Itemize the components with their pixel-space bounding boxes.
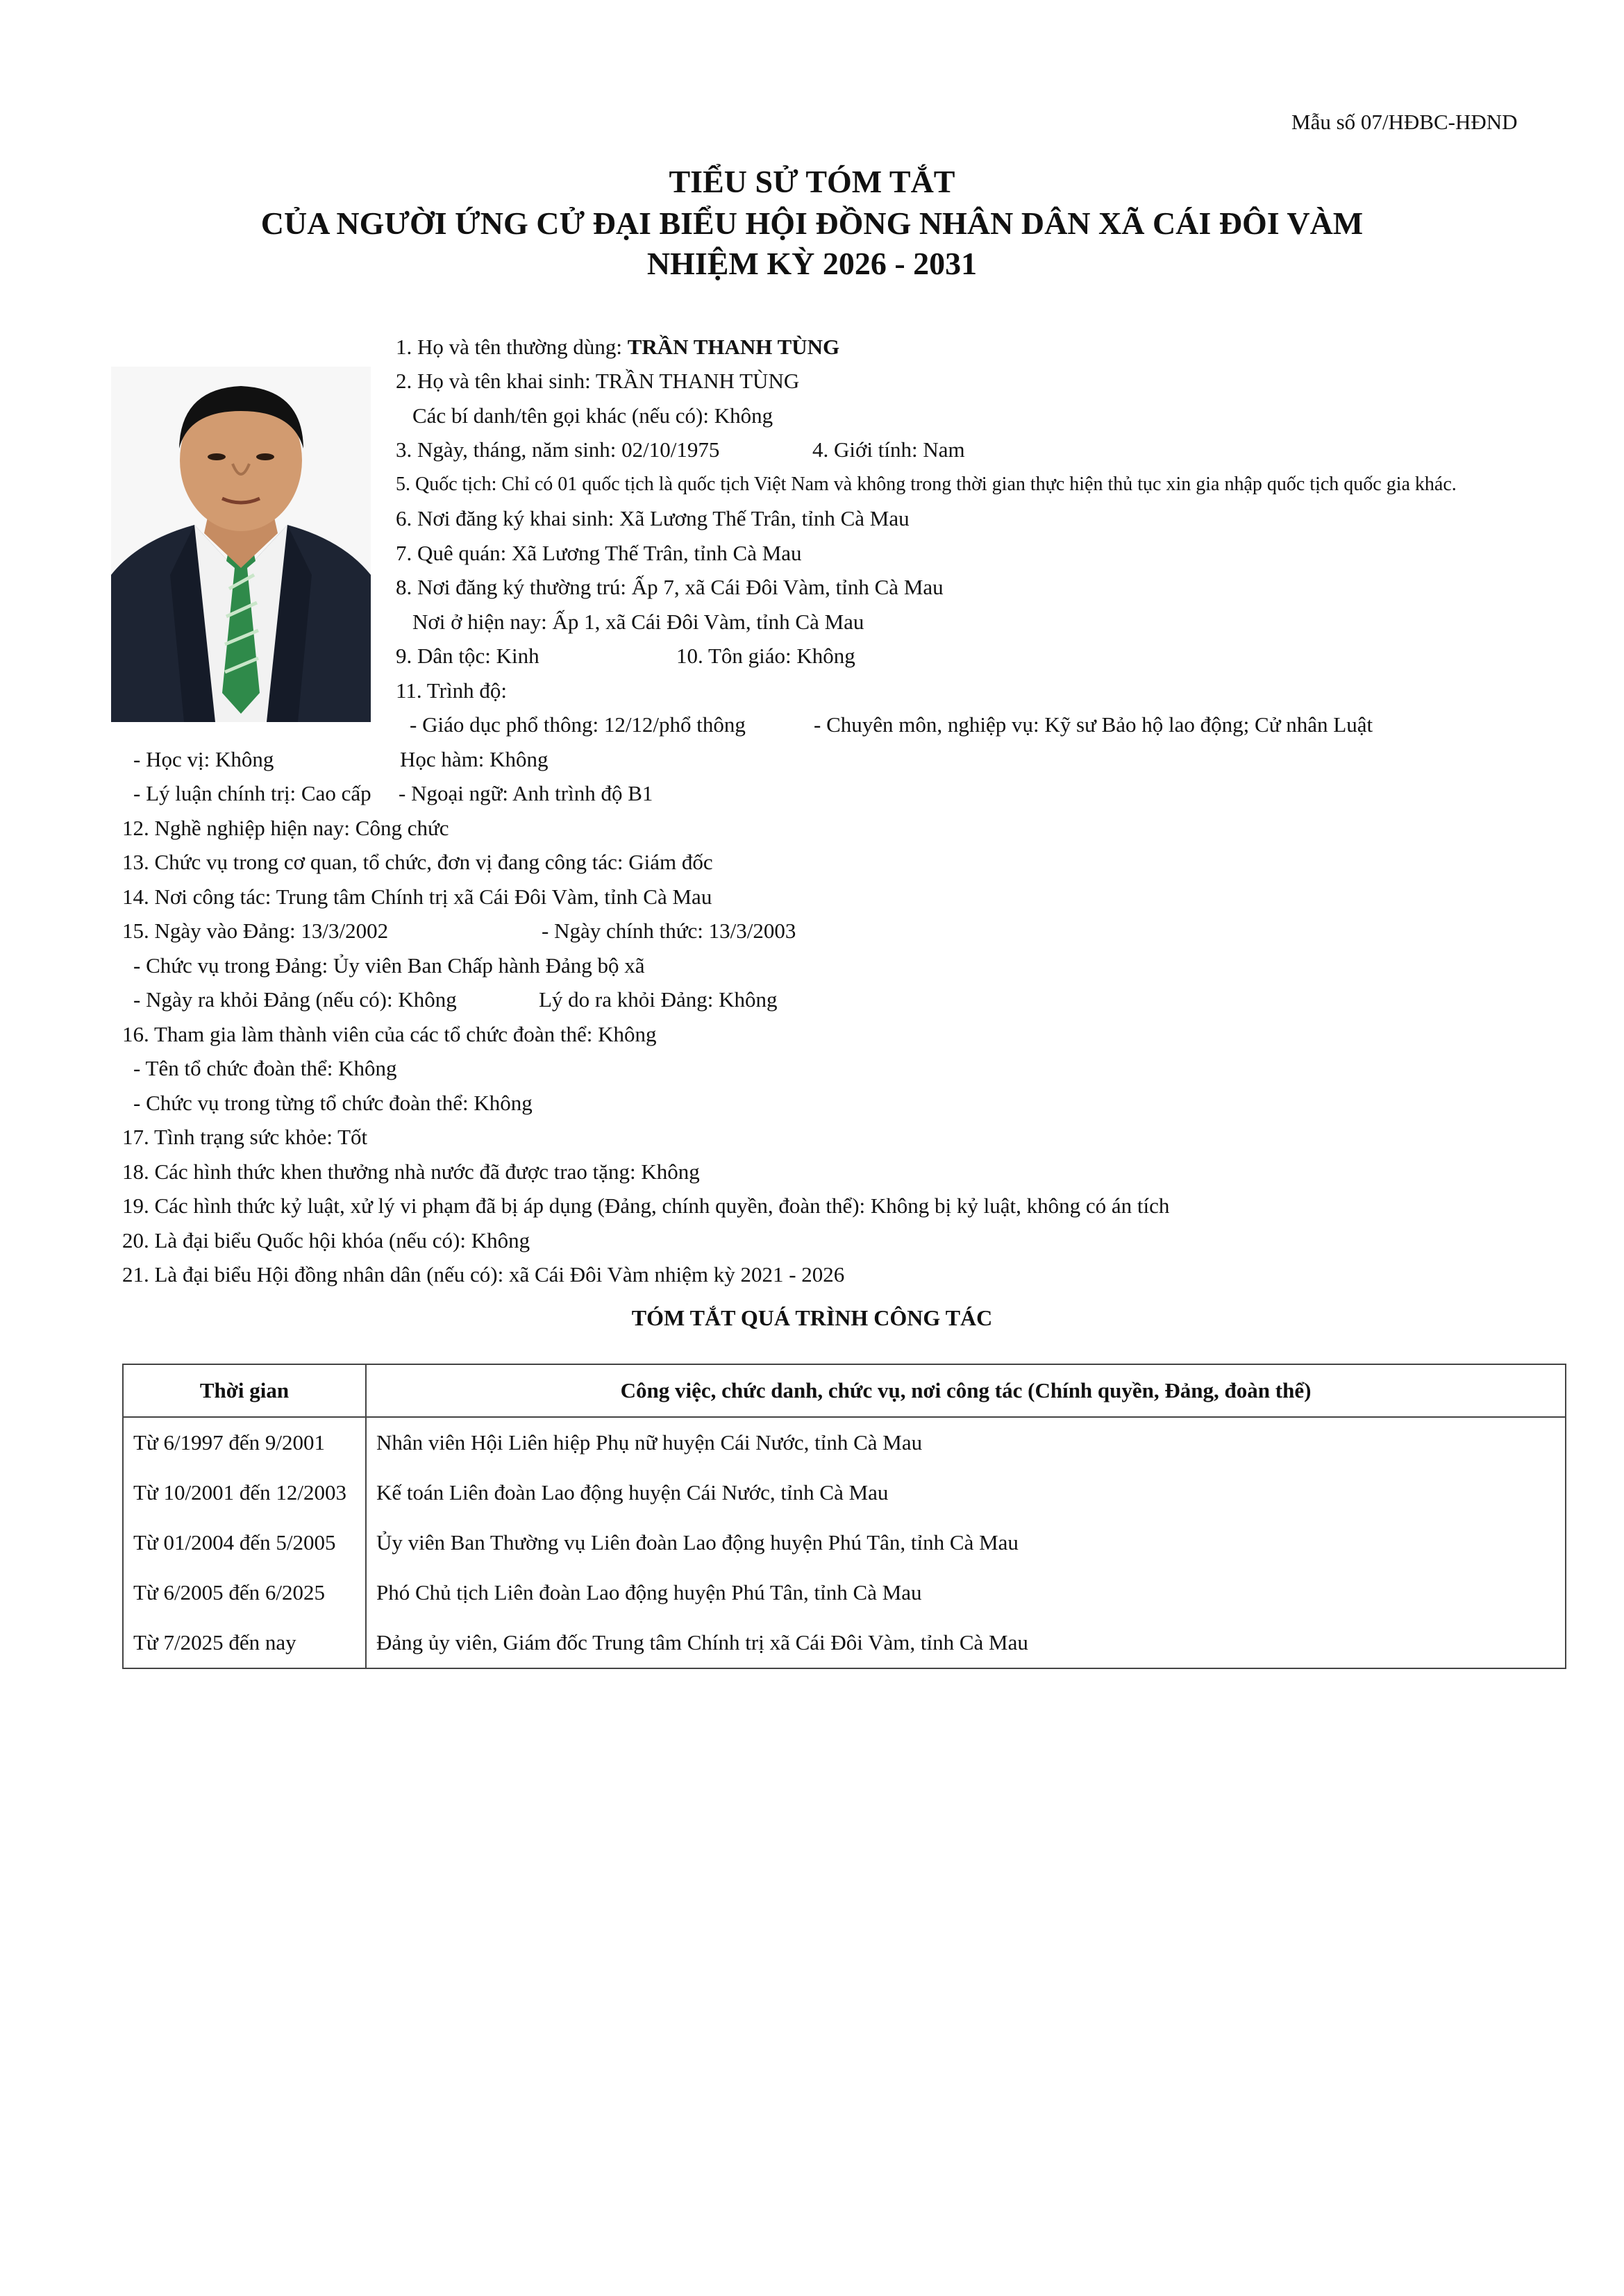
document-subtitle: CỦA NGƯỜI ỨNG CỬ ĐẠI BIỂU HỘI ĐỒNG NHÂN DÂN XÃ CÁI ĐÔI VÀM: [260, 206, 1364, 241]
time-cell: Từ 10/2001 đến 12/2003: [123, 1468, 366, 1518]
permanent-residence-line: 8. Nơi đăng ký thường trú: Ấp 7, xã Cái Đôi Vàm, tỉnh Cà Mau: [396, 575, 944, 599]
description-cell: Kế toán Liên đoàn Lao động huyện Cái Nước, tỉnh Cà Mau: [366, 1468, 1566, 1518]
party-join-date-line: 15. Ngày vào Đảng: 13/3/2002: [122, 919, 389, 943]
health-line: 17. Tình trạng sức khỏe: Tốt: [122, 1125, 368, 1149]
description-cell: Phó Chủ tịch Liên đoàn Lao động huyện Phú Tân, tỉnh Cà Mau: [366, 1568, 1566, 1618]
awards-line: 18. Các hình thức khen thưởng nhà nước đã được trao tặng: Không: [122, 1159, 700, 1184]
birth-name-line: 2. Họ và tên khai sinh: TRẦN THANH TÙNG: [396, 369, 800, 393]
birth-date-line: 3. Ngày, tháng, năm sinh: 02/10/1975: [396, 437, 720, 462]
table-row: [123, 1518, 1566, 1568]
degree-line: - Học vị: Không: [133, 747, 274, 771]
party-exit-reason-line: Lý do ra khỏi Đảng: Không: [539, 987, 778, 1012]
nationality-line: 5. Quốc tịch: Chỉ có 01 quốc tịch là quốc tịch Việt Nam và không trong thời gian thực hiện thủ tục xin gia nhập quốc tịch quốc gia khác.: [396, 474, 1457, 495]
party-exit-date-line: - Ngày ra khỏi Đảng (nếu có): Không: [133, 987, 457, 1012]
workplace-line: 14. Nơi công tác: Trung tâm Chính trị xã Cái Đôi Vàm, tỉnh Cà Mau: [122, 885, 712, 909]
birth-registration-line: 6. Nơi đăng ký khai sinh: Xã Lương Thế Trân, tỉnh Cà Mau: [396, 506, 910, 530]
current-residence-line: Nơi ở hiện nay: Ấp 1, xã Cái Đôi Vàm, tỉnh Cà Mau: [412, 610, 864, 634]
hometown-line: 7. Quê quán: Xã Lương Thế Trân, tỉnh Cà Mau: [396, 541, 802, 565]
time-cell: Từ 6/1997 đến 9/2001: [123, 1417, 366, 1468]
ethnicity-line: 9. Dân tộc: Kinh: [396, 644, 539, 668]
organization-position-line: - Chức vụ trong từng tổ chức đoàn thể: Không: [133, 1091, 533, 1115]
time-cell: Từ 7/2025 đến nay: [123, 1618, 366, 1668]
peoples-council-line: 21. Là đại biểu Hội đồng nhân dân (nếu có): xã Cái Đôi Vàm nhiệm kỳ 2021 - 2026: [122, 1262, 845, 1287]
religion-line: 10. Tôn giáo: Không: [676, 644, 855, 668]
description-cell: Nhân viên Hội Liên hiệp Phụ nữ huyện Cái Nước, tỉnh Cà Mau: [366, 1417, 1566, 1468]
full-name-line: [396, 333, 839, 361]
table-row: [123, 1417, 1566, 1468]
time-cell: Từ 6/2005 đến 6/2025: [123, 1568, 366, 1618]
occupation-line: 12. Nghề nghiệp hiện nay: Công chức: [122, 816, 449, 840]
full-name-label: 1. Họ và tên thường dùng:: [396, 335, 628, 359]
discipline-line: 19. Các hình thức kỷ luật, xử lý vi phạm đã bị áp dụng (Đảng, chính quyền, đoàn thể): Không bị kỷ luật, không có án tích: [122, 1193, 1170, 1218]
national-assembly-line: 20. Là đại biểu Quốc hội khóa (nếu có): Không: [122, 1228, 530, 1252]
document-term: NHIỆM KỲ 2026 - 2031: [646, 246, 978, 281]
description-cell: Ủy viên Ban Thường vụ Liên đoàn Lao động huyện Phú Tân, tỉnh Cà Mau: [366, 1518, 1566, 1568]
organization-name-line: - Tên tổ chức đoàn thể: Không: [133, 1056, 397, 1080]
work-history-title: TÓM TẮT QUÁ TRÌNH CÔNG TÁC: [631, 1305, 993, 1330]
candidate-photo: [111, 367, 371, 722]
column-header-time: Thời gian: [123, 1364, 366, 1417]
document-title: TIỂU SỬ TÓM TẮT: [669, 164, 955, 199]
time-cell: Từ 01/2004 đến 5/2005: [123, 1518, 366, 1568]
alias-line: Các bí danh/tên gọi khác (nếu có): Không: [412, 403, 773, 428]
table-row: [123, 1618, 1566, 1668]
party-official-date-line: - Ngày chính thức: 13/3/2003: [542, 919, 796, 943]
table-row: [123, 1568, 1566, 1618]
full-name-value: TRẦN THANH TÙNG: [627, 335, 840, 359]
general-education-line: - Giáo dục phổ thông: 12/12/phổ thông: [410, 712, 746, 737]
professional-qualification-line: - Chuyên môn, nghiệp vụ: Kỹ sư Bảo hộ lao động; Cử nhân Luật: [814, 712, 1373, 737]
table-row: [123, 1468, 1566, 1518]
mass-organization-line: 16. Tham gia làm thành viên của các tổ chức đoàn thể: Không: [122, 1022, 657, 1046]
table-header-row: [123, 1364, 1566, 1417]
education-heading: 11. Trình độ:: [396, 678, 507, 703]
work-history-table: [122, 1364, 1566, 1669]
gender-line: 4. Giới tính: Nam: [812, 437, 965, 462]
foreign-language-line: - Ngoại ngữ: Anh trình độ B1: [399, 781, 653, 805]
form-code: Mẫu số 07/HĐBC-HĐND: [1291, 110, 1518, 134]
column-header-description: Công việc, chức danh, chức vụ, nơi công tác (Chính quyền, Đảng, đoàn thể): [366, 1364, 1566, 1417]
description-cell: Đảng ủy viên, Giám đốc Trung tâm Chính trị xã Cái Đôi Vàm, tỉnh Cà Mau: [366, 1618, 1566, 1668]
academic-title-line: Học hàm: Không: [400, 747, 549, 771]
political-theory-line: - Lý luận chính trị: Cao cấp: [133, 781, 371, 805]
position-line: 13. Chức vụ trong cơ quan, tổ chức, đơn vị đang công tác: Giám đốc: [122, 850, 713, 874]
party-position-line: - Chức vụ trong Đảng: Ủy viên Ban Chấp hành Đảng bộ xã: [133, 953, 645, 978]
